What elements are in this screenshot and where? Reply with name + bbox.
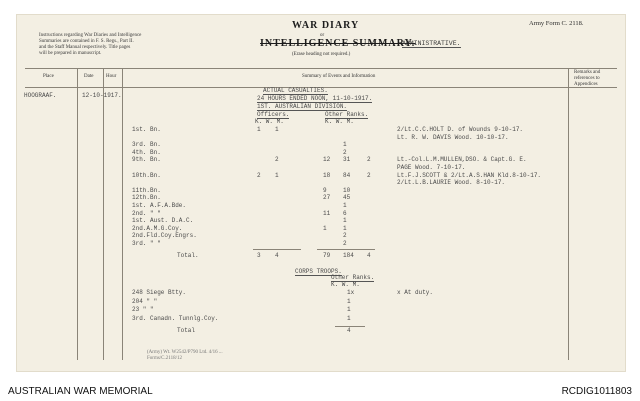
ranks-missing: 2 <box>367 171 371 179</box>
officers-wounded: 1 <box>275 126 279 133</box>
unit-name: 11th.Bn. <box>132 186 161 194</box>
unit-name: 10th.Bn. <box>132 171 161 179</box>
officers-kwm: K. W. M. <box>255 118 284 125</box>
corps-wounded: 1 <box>347 297 351 305</box>
ranks-wounded: 31 <box>343 156 351 164</box>
corps-unit-name: 248 Siege Btty. <box>132 289 187 296</box>
entry-date: 12-10-1917. <box>82 92 122 99</box>
ranks-wounded: 1 <box>343 141 347 149</box>
diary-title: WAR DIARY <box>292 20 360 31</box>
section1-title: ACTUAL CASUALTIES. <box>263 87 328 94</box>
col-summary: Summary of Events and Information <box>302 74 376 79</box>
ranks-wounded: 2 <box>343 148 347 156</box>
total-r2: 184 <box>343 252 354 259</box>
section1-division: 1ST. AUSTRALIAN DIVISION. <box>257 103 348 110</box>
casualty-note: 2/Lt.C.C.HOLT D. of Wounds 9-10-17. <box>397 126 524 133</box>
ranks-wounded: 6 <box>343 209 347 217</box>
col-rule-date <box>103 68 104 360</box>
section2-total: 4 <box>347 327 351 334</box>
ranks-wounded: 1 <box>343 217 347 225</box>
ranks-wounded: 84 <box>343 171 351 179</box>
corps-wounded: 1x <box>347 289 355 296</box>
ranks-killed: 27 <box>323 194 331 202</box>
officers-killed: 1 <box>257 126 261 133</box>
ranks-killed: 18 <box>323 171 331 179</box>
other-ranks-heading: Other Ranks. <box>325 111 369 118</box>
corps-note: x At duty. <box>397 289 434 296</box>
section2-total-label: Total <box>177 327 196 334</box>
other-ranks-kwm: K. W. M. <box>325 118 354 125</box>
total-o2: 4 <box>275 252 279 259</box>
ranks-wounded: 1 <box>343 202 347 209</box>
section2-other-ranks: Other Ranks. <box>331 274 375 281</box>
footer-record-id: RCDIG1011803 <box>561 386 632 397</box>
section1-subtitle: 24 HOURS ENDED NOON, 11-10-1917. <box>257 95 373 102</box>
ranks-killed: 12 <box>323 156 331 164</box>
col-place: Place <box>43 74 54 79</box>
unit-name: 3rd. " " <box>132 240 161 247</box>
corps-unit-name: 23 " " <box>132 306 154 313</box>
section1-total-label: Total. <box>177 252 199 259</box>
or-word: or <box>320 33 325 38</box>
ranks-killed: 11 <box>323 209 331 217</box>
officer-total-rule <box>253 249 301 250</box>
casualty-note: Lt.F.J.SCOTT & 2/Lt.A.S.HAN Kld.8-10-17. <box>397 171 542 179</box>
corps-unit-name: 204 " " <box>132 297 158 305</box>
col-rule-summary <box>568 68 569 360</box>
casualty-note: 2/Lt.L.B.LAURIE Wood. 8-10-17. <box>397 179 506 187</box>
col-rule-place <box>77 68 78 360</box>
officers-killed: 2 <box>257 171 261 179</box>
unit-name: 1st. A.F.A.Bde. <box>132 202 187 209</box>
corps-wounded: 1 <box>347 306 351 313</box>
unit-name: 9th. Bn. <box>132 156 161 164</box>
col-hour: Hour <box>106 74 117 79</box>
ranks-missing: 2 <box>367 156 371 164</box>
ranks-wounded: 1 <box>343 224 347 232</box>
ranks-wounded: 45 <box>343 194 351 202</box>
casualty-note: Lt. R. W. DAVIS Wood. 10-10-17. <box>397 133 509 141</box>
total-r3: 4 <box>367 252 371 259</box>
corps-wounded: 1 <box>347 314 351 322</box>
col-date: Date <box>84 74 94 79</box>
administrative-label: ADMINISTRATIVE. <box>402 40 461 47</box>
total-r1: 79 <box>323 252 331 259</box>
table-top-rule <box>25 68 617 69</box>
entry-place: HOOGRAAF. <box>24 92 57 99</box>
casualty-note: PAGE Wood. 7-10-17. <box>397 164 466 171</box>
section2-kwm: K. W. M. <box>331 281 360 288</box>
unit-name: 12th.Bn. <box>132 194 161 202</box>
footer-institution: AUSTRALIAN WAR MEMORIAL <box>8 386 153 397</box>
col-remarks: Remarks and references to Appendices <box>574 70 601 87</box>
unit-name: 4th. Bn. <box>132 148 161 156</box>
unit-name: 1st. Aust. D.A.C. <box>132 217 194 225</box>
unit-name: 2nd.Fld.Coy.Engrs. <box>132 232 197 240</box>
corps-unit-name: 3rd. Canadn. Tunnlg.Coy. <box>132 314 219 322</box>
section2-title: CORPS TROOPS. <box>295 268 342 275</box>
diary-sheet <box>16 14 626 372</box>
col-rule-hour <box>122 68 123 360</box>
instructions-text: Instructions regarding War Diaries and Intelligence Summaries are contained in F. S. Regs., Part II. and the Staff Manual respectively. Title pages will be prepared in manuscript. <box>39 33 142 56</box>
total-o1: 3 <box>257 252 261 259</box>
casualty-note: Lt.-Col.L.M.MULLEN,DSO. & Capt.G. E. <box>397 156 527 164</box>
ranks-wounded: 10 <box>343 186 351 194</box>
unit-name: 2nd.A.M.G.Coy. <box>132 224 183 232</box>
officers-wounded: 2 <box>275 156 279 164</box>
unit-name: 3rd. Bn. <box>132 141 161 149</box>
officers-heading: Officers. <box>257 111 290 118</box>
officers-wounded: 1 <box>275 171 279 179</box>
ranks-wounded: 2 <box>343 240 347 247</box>
ranks-killed: 9 <box>323 186 327 194</box>
or-total-rule <box>317 249 375 250</box>
ranks-killed: 1 <box>323 224 327 232</box>
form-number: Army Form C. 2118. <box>529 20 584 27</box>
erase-note: (Erase heading not required.) <box>292 52 351 57</box>
unit-name: 2nd. " " <box>132 209 161 217</box>
unit-name: 1st. Bn. <box>132 126 161 133</box>
ranks-wounded: 2 <box>343 232 347 240</box>
printer-imprint: (Army) Wt. W2542/P790 Ltd. 4/16 ... Forms/C.2118/12 <box>147 350 223 361</box>
intel-summary-title: INTELLIGENCE SUMMARY. <box>260 38 416 49</box>
